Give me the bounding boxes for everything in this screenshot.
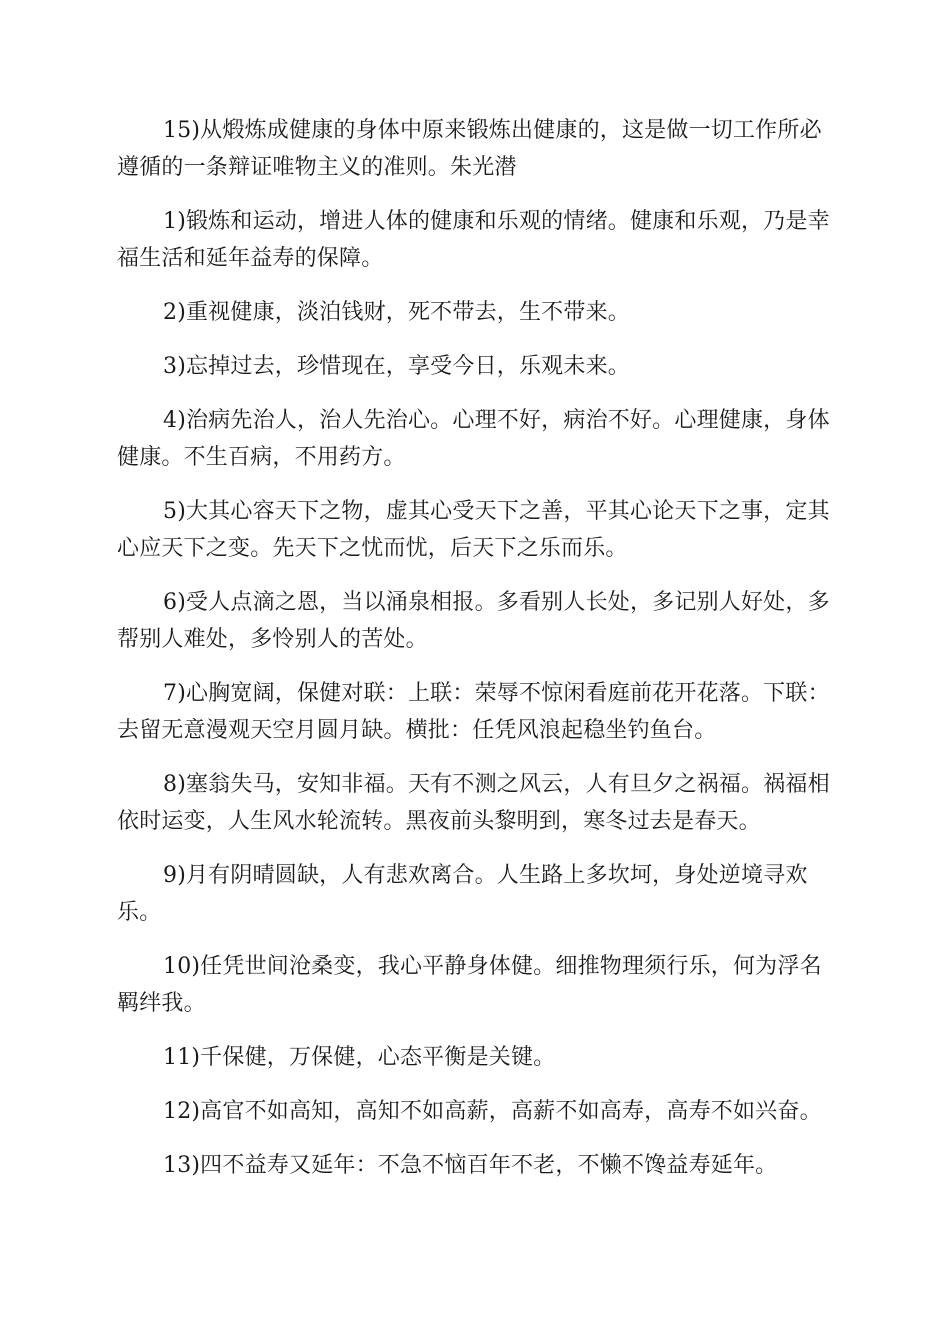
paragraph-5: 5)大其心容天下之物，虚其心受天下之善，平其心论天下之事，定其心应天下之变。先天下之忧而忧，后天下之乐而乐。 xyxy=(117,499,830,561)
paragraph-12: 12)高官不如高知，高知不如高薪，高薪不如高寿，高寿不如兴奋。 xyxy=(163,1099,822,1124)
paragraph-15: 15)从煅炼成健康的身体中原来锻炼出健康的，这是做一切工作所必遵循的一条辩证唯物主义的准则。朱光潜 xyxy=(117,118,822,180)
paragraph-13: 13)四不益寿又延年：不急不恼百年不老，不懒不馋益寿延年。 xyxy=(163,1153,778,1178)
paragraph-2: 2)重视健康，淡泊钱财，死不带去，生不带来。 xyxy=(163,300,630,325)
paragraph-11: 11)千保健，万保健，心态平衡是关键。 xyxy=(163,1045,556,1070)
paragraph-7: 7)心胸宽阔，保健对联：上联：荣辱不惊闲看庭前花开花落。下联：去留无意漫观天空月圆月缺。横批：任凭风浪起稳坐钓鱼台。 xyxy=(117,681,830,743)
paragraph-9: 9)月有阴晴圆缺，人有悲欢离合。人生路上多坎坷，身处逆境寻欢乐。 xyxy=(117,863,808,925)
paragraph-10: 10)任凭世间沧桑变，我心平静身体健。细推物理须行乐，何为浮名羁绊我。 xyxy=(117,954,822,1016)
paragraph-4: 4)治病先治人，治人先治心。心理不好，病治不好。心理健康，身体健康。不生百病，不用药方。 xyxy=(117,408,830,470)
paragraph-3: 3)忘掉过去，珍惜现在，享受今日，乐观未来。 xyxy=(163,354,630,379)
document-body xyxy=(117,112,833,1201)
paragraph-6: 6)受人点滴之恩，当以涌泉相报。多看别人长处，多记别人好处，多帮别人难处，多怜别人的苦处。 xyxy=(117,590,830,652)
paragraph-1: 1)锻炼和运动，增进人体的健康和乐观的情绪。健康和乐观，乃是幸福生活和延年益寿的保障。 xyxy=(117,209,830,271)
paragraph-8: 8)塞翁失马，安知非福。天有不测之风云，人有旦夕之祸福。祸福相依时运变，人生风水轮流转。黑夜前头黎明到，寒冬过去是春天。 xyxy=(117,772,830,834)
